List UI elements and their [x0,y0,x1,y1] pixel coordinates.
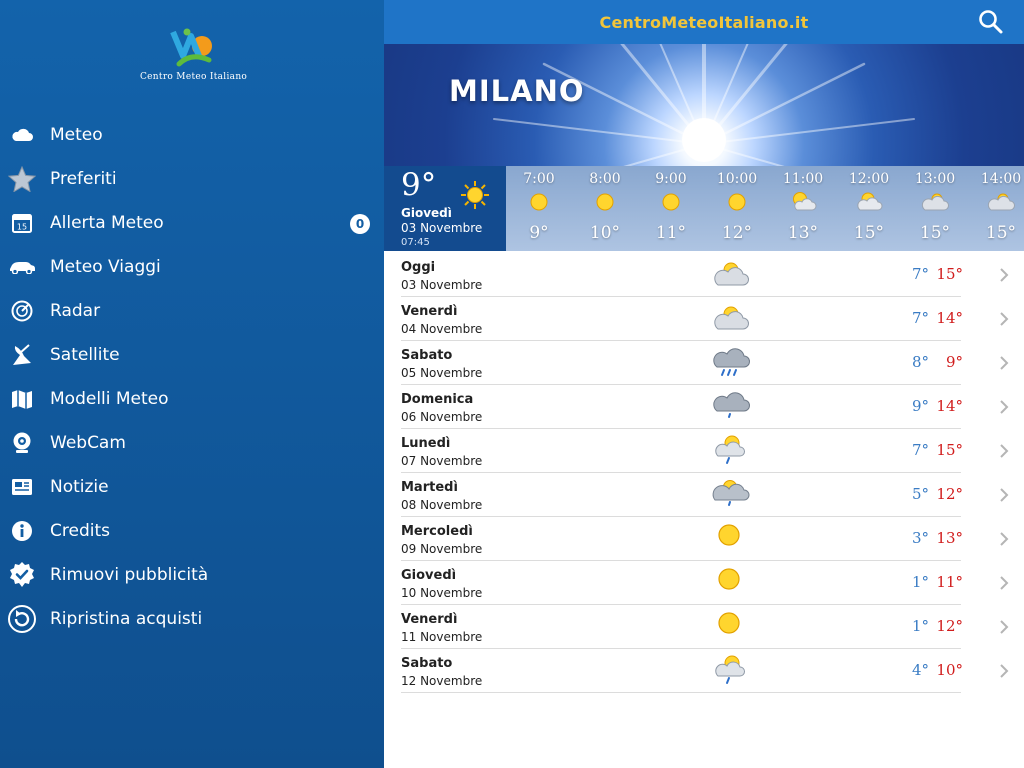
chevron-right-icon [999,399,1009,415]
daily-forecast-row[interactable] [401,385,1024,429]
svg-text:15: 15 [16,222,28,232]
hour-time: 12:00 [848,171,890,187]
daily-forecast-row[interactable] [401,605,1024,649]
current-day: Giovedì [401,206,452,220]
sidebar-item-credits[interactable] [0,509,384,553]
restore-icon [7,604,37,634]
hour-slot [638,166,704,251]
chevron-right-icon [999,443,1009,459]
min-temperature: 5° [911,485,929,503]
min-temperature: 8° [911,353,929,371]
min-temperature: 3° [911,529,929,547]
app-logo[interactable] [140,26,248,88]
chevron-right-icon [999,619,1009,635]
min-temperature: 4° [911,661,929,679]
hour-time: 9:00 [655,171,687,187]
sidebar-item-label: Preferiti [50,169,117,189]
hour-temperature: 13° [787,223,819,243]
daily-forecast-row[interactable] [401,341,1024,385]
sun-icon [712,610,750,642]
drizzle-cloud-icon [712,390,750,422]
hour-time: 14:00 [980,171,1022,187]
sidebar-item-label: Modelli Meteo [50,389,169,409]
sidebar-item-ripristina-acquisti[interactable] [0,597,384,641]
sun-icon [723,190,751,214]
sidebar-item-modelli-meteo[interactable] [0,377,384,421]
day-date: 05 Novembre [401,366,483,380]
sidebar-item-label: Notizie [50,477,109,497]
cloud-icon [921,190,949,214]
max-temperature: 11° [936,573,963,591]
day-date: 12 Novembre [401,674,483,688]
day-name: Martedì [401,480,458,495]
hour-time: 13:00 [914,171,956,187]
sun-cloud-icon [712,302,750,334]
hour-slot [770,166,836,251]
sidebar-item-rimuovi-pubblicita[interactable] [0,553,384,597]
sidebar-item-webcam[interactable] [0,421,384,465]
sun-cloud-icon [855,190,883,214]
hour-slot [902,166,968,251]
sidebar-item-label: Rimuovi pubblicità [50,565,209,585]
day-date: 08 Novembre [401,498,483,512]
webcam-icon [7,428,37,458]
info-icon [7,516,37,546]
day-name: Sabato [401,348,453,363]
daily-forecast-row[interactable] [401,517,1024,561]
logo-text: Centro Meteo Italiano [140,72,248,82]
sun-shower-icon [712,654,750,686]
hour-time: 8:00 [589,171,621,187]
daily-forecast-row[interactable] [401,297,1024,341]
current-date: 03 Novembre [401,221,483,235]
hour-temperature: 15° [853,223,885,243]
alert-count-badge: 0 [350,214,370,234]
current-time: 07:45 [401,237,430,248]
hour-temperature: 15° [919,223,951,243]
day-name: Venerdì [401,304,458,319]
day-date: 10 Novembre [401,586,483,600]
sun-shower-icon [712,434,750,466]
site-title: CentroMeteoItaliano.it [599,13,809,32]
sun-icon [591,190,619,214]
day-date: 07 Novembre [401,454,483,468]
city-name: MILANO [449,74,585,108]
day-name: Domenica [401,392,474,407]
check-badge-icon [7,560,37,590]
sidebar-item-radar[interactable] [0,289,384,333]
search-icon[interactable] [978,9,1004,35]
sidebar-item-allerta-meteo[interactable] [0,201,384,245]
max-temperature: 15° [936,441,963,459]
daily-forecast-row[interactable] [401,253,1024,297]
hour-temperature: 15° [985,223,1017,243]
sidebar-item-preferiti[interactable] [0,157,384,201]
satellite-icon [7,340,37,370]
sun-icon [460,180,490,214]
sidebar-item-label: Allerta Meteo [50,213,164,233]
car-icon [7,252,37,282]
hour-time: 10:00 [716,171,758,187]
max-temperature: 13° [936,529,963,547]
max-temperature: 12° [936,485,963,503]
cloud-icon [987,190,1015,214]
hour-slot [836,166,902,251]
sun-cloud-icon [789,190,817,214]
min-temperature: 9° [911,397,929,415]
day-date: 03 Novembre [401,278,483,292]
sun-icon [525,190,553,214]
max-temperature: 9° [945,353,963,371]
star-icon [7,164,37,194]
sidebar-item-satellite[interactable] [0,333,384,377]
sidebar-item-notizie[interactable] [0,465,384,509]
logo-mark-icon [169,26,215,70]
day-name: Venerdì [401,612,458,627]
sidebar-item-label: WebCam [50,433,126,453]
chevron-right-icon [999,487,1009,503]
day-date: 06 Novembre [401,410,483,424]
hour-time: 7:00 [523,171,555,187]
sidebar-item-label: Satellite [50,345,120,365]
min-temperature: 7° [911,309,929,327]
min-temperature: 7° [911,441,929,459]
hour-time: 11:00 [782,171,824,187]
daily-forecast-row[interactable] [401,561,1024,605]
max-temperature: 15° [936,265,963,283]
news-icon [7,472,37,502]
hour-temperature: 9° [529,223,549,243]
chevron-right-icon [999,531,1009,547]
min-temperature: 7° [911,265,929,283]
sidebar-item-label: Ripristina acquisti [50,609,203,629]
daily-forecast-row[interactable] [401,429,1024,473]
hour-temperature: 11° [655,223,687,243]
hour-slot [704,166,770,251]
day-name: Oggi [401,260,436,275]
hour-temperature: 12° [721,223,753,243]
max-temperature: 12° [936,617,963,635]
sun-icon [712,522,750,554]
day-name: Mercoledì [401,524,473,539]
min-temperature: 1° [911,573,929,591]
max-temperature: 10° [936,661,963,679]
hour-temperature: 10° [589,223,621,243]
sidebar-menu [0,113,384,641]
map-icon [7,384,37,414]
current-temperature: 9° [401,167,437,203]
chevron-right-icon [999,311,1009,327]
hero-sky-banner [384,44,1024,166]
daily-forecast-row[interactable] [401,473,1024,517]
chevron-right-icon [999,355,1009,371]
cloud-icon [7,120,37,150]
chevron-right-icon [999,663,1009,679]
hour-slot [572,166,638,251]
sun-icon [712,566,750,598]
day-name: Lunedì [401,436,451,451]
max-temperature: 14° [936,309,963,327]
current-conditions [384,166,506,251]
radar-icon [7,296,37,326]
sidebar [0,0,384,768]
sun-cloud-icon [712,258,750,290]
hour-slot [506,166,572,251]
hourly-forecast[interactable] [384,166,1024,251]
day-name: Giovedì [401,568,457,583]
hour-slot [968,166,1024,251]
sun-cloud-drizzle-icon [712,478,750,510]
day-date: 09 Novembre [401,542,483,556]
sidebar-item-label: Credits [50,521,110,541]
day-date: 11 Novembre [401,630,483,644]
calendar-icon [7,208,37,238]
top-bar [384,0,1024,44]
max-temperature: 14° [936,397,963,415]
sidebar-item-meteo[interactable] [0,113,384,157]
min-temperature: 1° [911,617,929,635]
sun-icon [657,190,685,214]
daily-forecast-row[interactable] [401,649,1024,693]
chevron-right-icon [999,575,1009,591]
day-name: Sabato [401,656,453,671]
day-date: 04 Novembre [401,322,483,336]
sidebar-item-label: Meteo [50,125,103,145]
sidebar-item-label: Meteo Viaggi [50,257,161,277]
chevron-right-icon [999,267,1009,283]
daily-forecast-list [401,253,1024,693]
rain-cloud-icon [712,346,750,378]
sidebar-item-label: Radar [50,301,101,321]
sidebar-item-meteo-viaggi[interactable] [0,245,384,289]
